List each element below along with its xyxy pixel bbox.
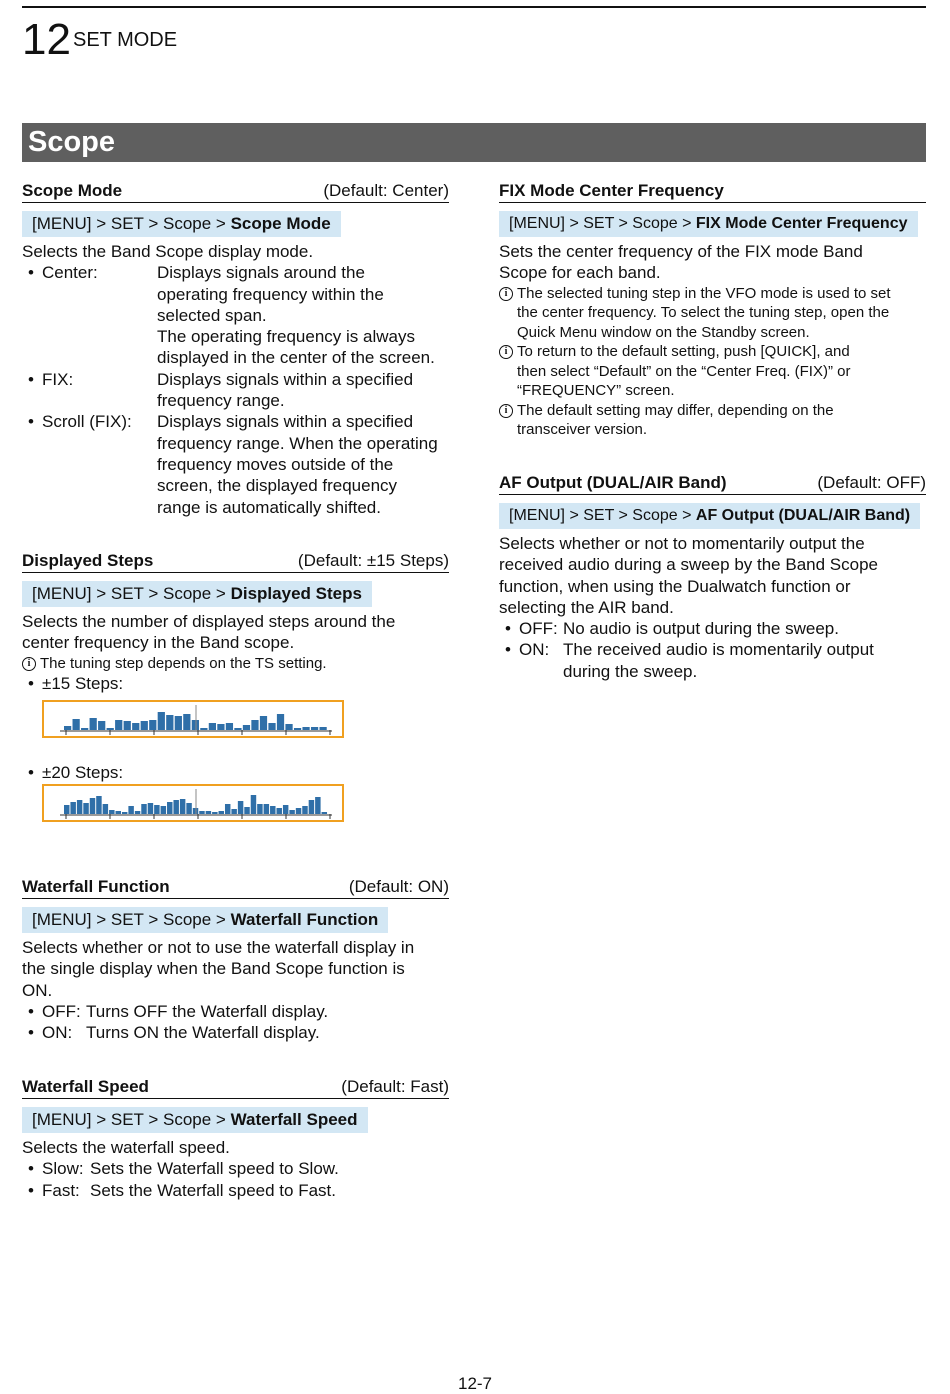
scope-bar	[73, 719, 80, 730]
list-item: • ON: The received audio is momentarily output during the sweep.	[505, 640, 874, 681]
list-item-desc: Displays signals within a specified frequency range.	[157, 369, 414, 411]
scope-bar	[70, 802, 75, 814]
top-rule	[22, 6, 926, 8]
scope-bar	[90, 718, 97, 730]
scope-bar	[90, 798, 95, 814]
section-heading	[22, 551, 449, 573]
scope-bar	[276, 808, 281, 814]
list-item: • ±15 Steps:	[28, 674, 124, 694]
waterfall-function-section	[22, 877, 449, 1043]
heading-title: Waterfall Speed	[22, 1077, 149, 1096]
description	[499, 241, 926, 284]
chapter-number: 12	[22, 15, 71, 64]
scope-bar	[206, 811, 211, 814]
scope-bar	[319, 727, 326, 730]
menu-path	[499, 503, 920, 529]
scope-bar	[322, 812, 327, 814]
menu-path-item: AF Output (DUAL/AIR Band)	[695, 507, 911, 524]
scope-bar	[103, 804, 108, 814]
list-item-term: OFF:	[42, 1001, 81, 1021]
scope-bar	[124, 721, 131, 730]
scope-bar	[166, 715, 173, 730]
scope-bar	[283, 805, 288, 814]
section-heading	[499, 473, 926, 495]
menu-path-item: Waterfall Function	[230, 910, 379, 929]
page-number: 12-7	[457, 1374, 493, 1393]
scope-bar	[141, 804, 146, 814]
menu-path	[22, 581, 372, 607]
menu-path-item: Scope Mode	[230, 214, 331, 233]
list-item-desc: Turns OFF the Waterfall display.	[86, 1001, 329, 1021]
scope-bar	[260, 716, 267, 730]
band-scope-graphic	[44, 702, 342, 736]
scope-bar	[234, 728, 241, 730]
scope-bar	[270, 806, 275, 814]
scope-bar	[285, 724, 292, 730]
scope-bar	[296, 808, 301, 814]
description	[499, 533, 926, 618]
scope-bar	[98, 721, 105, 730]
scope-bar	[180, 799, 185, 814]
scope-20-steps-image	[42, 784, 344, 822]
scope-bar	[251, 795, 256, 814]
list-item-desc: Sets the Waterfall speed to Slow.	[90, 1159, 339, 1179]
list-item-term: Scroll (FIX):	[42, 412, 132, 432]
description-line: Selects whether or not to momentarily output the	[499, 534, 865, 553]
scope-bar	[219, 811, 224, 814]
list-item-term: Slow:	[42, 1159, 84, 1179]
scope-bar	[161, 806, 166, 814]
scope-bar	[148, 803, 153, 814]
menu-path-prefix: [MENU] > SET > Scope >	[509, 215, 696, 232]
scope-bar	[277, 714, 284, 730]
scope-bar	[200, 728, 207, 730]
list-item-desc: Sets the Waterfall speed to Fast.	[90, 1180, 336, 1200]
scope-bar	[158, 712, 165, 730]
default-value: (Default: Center)	[323, 181, 449, 200]
description-line: Scope for each band.	[499, 263, 661, 283]
scope-bar	[135, 811, 140, 814]
heading-title: FIX Mode Center Frequency	[499, 181, 724, 200]
info-icon: i	[499, 345, 513, 359]
list-item-label: ±20 Steps:	[42, 763, 124, 782]
list-item: • OFF: Turns OFF the Waterfall display.	[28, 1001, 329, 1021]
scope-bar	[268, 723, 275, 730]
description-line: Sets the center frequency of the FIX mode Band	[499, 242, 863, 261]
list-item-term: FIX:	[42, 369, 74, 389]
scope-bar	[302, 727, 309, 730]
section-heading	[499, 181, 926, 203]
section-heading	[22, 877, 449, 899]
scope-bar	[107, 728, 114, 730]
menu-path-prefix: [MENU] > SET > Scope >	[32, 910, 231, 929]
note-text: The tuning step depends on the TS setting.	[40, 654, 327, 672]
section-heading	[22, 1077, 449, 1099]
scope-bar	[154, 805, 159, 814]
scope-bar	[132, 723, 139, 730]
scope-bar	[192, 720, 199, 730]
option-list	[499, 618, 926, 682]
description: Selects the waterfall speed.	[22, 1138, 230, 1157]
scope-bar	[311, 727, 318, 730]
list-item-desc: No audio is output during the sweep.	[563, 619, 839, 639]
menu-path	[499, 211, 918, 237]
description-line: received audio during a sweep by the Band Scope	[499, 555, 878, 575]
scope-bar	[109, 810, 114, 814]
description	[22, 937, 449, 1001]
description-line: selecting the AIR band.	[499, 597, 674, 617]
list-item: • ±20 Steps:	[28, 763, 124, 782]
scope-bar	[238, 801, 243, 814]
scope-bar	[243, 725, 250, 730]
scope-bar	[309, 800, 314, 814]
scope-bar	[217, 724, 224, 730]
scope-bar	[83, 803, 88, 814]
list-item: • Center: Displays signals around the operating frequency within the selected span. The operating frequency is always displayed in the center of the screen.	[28, 263, 435, 368]
scope-bar	[302, 806, 307, 814]
scope-mode-section	[22, 181, 449, 518]
note	[22, 654, 449, 674]
scope-bar	[167, 802, 172, 814]
scope-bar	[294, 728, 301, 730]
menu-path-prefix: [MENU] > SET > Scope >	[32, 1110, 231, 1129]
default-value: (Default: ±15 Steps)	[297, 551, 449, 570]
note: i The selected tuning step in the VFO mode is used to set the center frequency. To select the tuning step, open the Quick Menu window on the Standby screen.	[499, 284, 926, 343]
menu-path	[22, 211, 341, 237]
scope-bar	[96, 796, 101, 814]
default-value: (Default: ON)	[348, 877, 449, 896]
note: i To return to the default setting, push [QUICK], and then select “Default” on the “Center Freq. (FIX)” or “FREQUENCY” screen.	[499, 342, 926, 401]
description-line: function, when using the Dualwatch function or	[499, 576, 851, 596]
list-item: • Fast: Sets the Waterfall speed to Fast.	[28, 1180, 336, 1200]
scope-bar	[115, 720, 122, 730]
list-item-desc: Turns ON the Waterfall display.	[86, 1023, 320, 1043]
list-item-term: ON:	[519, 640, 550, 660]
list-item-desc: Displays signals within a specified frequency range. When the operating frequency moves outside of the screen, the displayed frequency range is automatically shifted.	[157, 412, 438, 517]
scope-bar	[77, 800, 82, 814]
heading-title: Waterfall Function	[22, 877, 170, 896]
scope-bar	[149, 720, 156, 730]
info-icon: i	[499, 287, 513, 301]
default-value: (Default: OFF)	[817, 473, 926, 492]
scope-bar	[116, 811, 121, 814]
scope-bar	[251, 720, 258, 730]
mode-list	[22, 262, 449, 518]
list-item: • ON: Turns ON the Waterfall display.	[28, 1023, 320, 1043]
menu-path-prefix: [MENU] > SET > Scope >	[509, 507, 696, 524]
scope-bar	[244, 807, 249, 814]
list-item-label: ±15 Steps:	[42, 674, 124, 694]
list-item-desc: Displays signals around the operating frequency within the selected span. The operating frequency is always displayed in the center of the screen.	[157, 263, 435, 368]
heading-title: Scope Mode	[22, 181, 123, 200]
list-item: • Slow: Sets the Waterfall speed to Slow.	[28, 1159, 339, 1179]
scope-bar	[173, 800, 178, 814]
scope-bar	[257, 804, 262, 814]
menu-path-prefix: [MENU] > SET > Scope >	[32, 214, 231, 233]
scope-bar	[64, 726, 71, 730]
af-output-section	[499, 473, 926, 682]
list-item-term: Center:	[42, 263, 98, 283]
list-item-term: ON:	[42, 1023, 73, 1043]
description-line: Selects whether or not to use the waterfall display in	[22, 938, 415, 957]
waterfall-speed-section	[22, 1077, 449, 1201]
menu-path-prefix: [MENU] > SET > Scope >	[32, 584, 231, 603]
scope-bar	[175, 716, 182, 730]
scope-bar	[231, 809, 236, 814]
menu-path	[22, 1107, 368, 1133]
description-line: center frequency in the Band scope.	[22, 633, 295, 653]
scope-bar	[81, 728, 88, 730]
description-line: ON.	[22, 980, 53, 1000]
description-line: Selects the number of displayed steps around the	[22, 612, 396, 631]
description	[22, 611, 449, 654]
menu-path-item: Displayed Steps	[230, 584, 362, 603]
heading-title: AF Output (DUAL/AIR Band)	[499, 473, 727, 492]
chapter-title: SET MODE	[73, 29, 178, 51]
scope-bar	[289, 810, 294, 814]
section-band: Scope	[22, 123, 926, 162]
notes	[499, 284, 926, 440]
scope-bar	[141, 721, 148, 730]
scope-bar	[186, 803, 191, 814]
scope-bar	[226, 723, 233, 730]
description-line: the single display when the Band Scope function is	[22, 959, 405, 979]
default-value: (Default: Fast)	[341, 1077, 449, 1096]
scope-bar	[199, 811, 204, 814]
menu-path-item: FIX Mode Center Frequency	[695, 215, 908, 232]
scope-15-steps-image	[42, 700, 344, 738]
scope-bar	[128, 806, 133, 814]
scope-bar	[212, 812, 217, 814]
info-icon: i	[22, 657, 36, 671]
scope-bar	[183, 714, 190, 730]
heading-title: Displayed Steps	[22, 551, 154, 570]
section-heading	[22, 181, 449, 203]
list-item-term: OFF:	[519, 619, 558, 639]
scope-bar	[315, 797, 320, 814]
scope-bar	[264, 804, 269, 814]
scope-bar	[64, 805, 69, 814]
fix-center-section	[499, 181, 926, 440]
scope-bar	[122, 812, 127, 814]
intro-text: Selects the Band Scope display mode.	[22, 242, 314, 261]
band-scope-graphic	[44, 786, 342, 820]
scope-bar	[209, 723, 216, 730]
list-item-desc: The received audio is momentarily output during the sweep.	[563, 640, 874, 681]
menu-path-item: Waterfall Speed	[230, 1110, 358, 1129]
list-item: • Scroll (FIX): Displays signals within a specified frequency range. When the operating frequency moves outside of the screen, the displayed frequency range is automatically shifted.	[28, 412, 438, 517]
list-item: • OFF: No audio is output during the sweep.	[505, 619, 839, 639]
menu-path	[22, 907, 388, 933]
note: i The default setting may differ, depending on the transceiver version.	[499, 401, 926, 440]
scope-bar	[225, 804, 230, 814]
list-item: • FIX: Displays signals within a specified frequency range.	[28, 369, 414, 411]
displayed-steps-section	[22, 551, 449, 694]
list-item-term: Fast:	[42, 1180, 80, 1200]
info-icon: i	[499, 404, 513, 418]
